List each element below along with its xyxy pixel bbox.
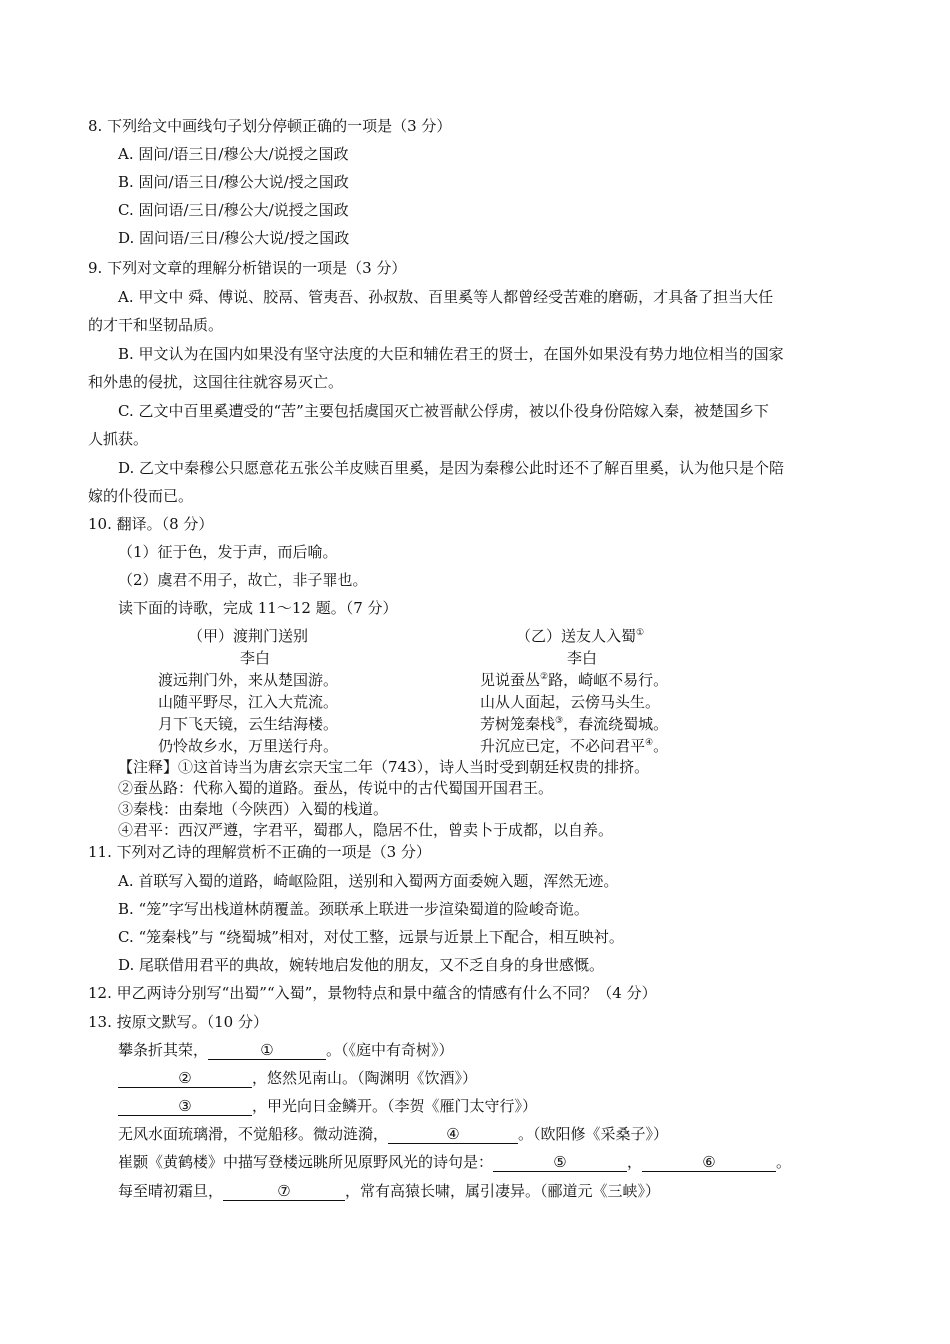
answer-blank-5[interactable]: ⑤ [493,1153,627,1172]
footnote-marker: ④ [645,738,654,748]
q9-option-b-line2: 和外患的侵扰，这国往往就容易灭亡。 [88,373,344,391]
q8-stem: 8. 下列给文中画线句子划分停顿正确的一项是（3 分） [88,117,452,135]
note-1: 【注释】①这首诗当为唐玄宗天宝二年（743），诗人当时受到朝廷权贵的排挤。 [118,758,650,776]
q11-stem: 11. 下列对乙诗的理解赏析不正确的一项是（3 分） [88,843,431,861]
q13-stem: 13. 按原文默写。（10 分） [88,1013,268,1031]
poem-a-line-3: 月下飞天镜，云生结海楼。 [158,715,339,733]
poem-intro: 读下面的诗歌，完成 11～12 题。（7 分） [118,599,398,617]
q8-option-c: C. 固问语/三日/穆公大/说授之国政 [118,201,349,219]
answer-blank-7[interactable]: ⑦ [223,1182,345,1201]
note-4: ④君平：西汉严遵，字君平，蜀郡人，隐居不仕，曾卖卜于成都，以自养。 [118,821,614,839]
q9-option-c-line2: 人抓获。 [88,430,149,448]
q9-option-c-line1: C. 乙文中百里奚遭受的“苦”主要包括虞国灭亡被晋献公俘虏，被以仆役身份陪嫁入秦，被楚国乡下 [118,402,769,420]
note-2: ②蚕丛路：代称入蜀的道路。蚕丛，传说中的古代蜀国开国君王。 [118,779,554,797]
q9-option-a-line2: 的才干和坚韧品质。 [88,316,224,334]
poem-b-title: （乙）送友人入蜀① [516,627,645,645]
q9-option-d-line2: 嫁的仆役而已。 [88,487,194,505]
answer-blank-1[interactable]: ① [208,1041,326,1060]
poem-b-line-2: 山从人面起，云傍马头生。 [480,693,661,711]
q11-option-a: A. 首联写入蜀的道路，崎岖险阻，送别和入蜀两方面委婉入题，浑然无迹。 [118,872,619,890]
q9-option-b-line1: B. 甲文认为在国内如果没有坚守法度的大臣和辅佐君王的贤士，在国外如果没有势力地位相当的国家 [118,345,784,363]
footnote-marker: ② [540,672,549,682]
poem-b-line-3: 芳树笼秦栈③，春流绕蜀城。 [480,715,669,733]
poem-b-line-1: 见说蚕丛②路，崎岖不易行。 [480,671,669,689]
poem-a-title: （甲）渡荆门送别 [188,627,309,645]
q9-option-d-line1: D. 乙文中秦穆公只愿意花五张公羊皮赎百里奚，是因为秦穆公此时还不了解百里奚，认为他只是个陪 [118,459,785,477]
q11-option-c: C. “笼秦栈”与 “绕蜀城”相对，对仗工整，远景与近景上下配合，相互映衬。 [118,928,624,946]
q12-stem: 12. 甲乙两诗分别写“出蜀”“入蜀”，景物特点和景中蕴含的情感有什么不同？（4 分） [88,984,657,1002]
answer-blank-2[interactable]: ② [118,1069,252,1088]
answer-blank-6[interactable]: ⑥ [642,1153,776,1172]
q13-line-6: 每至晴初霜旦， ⑦ ，常有高猿长啸，属引凄异。（郦道元《三峡》） [118,1182,661,1200]
footnote-marker: ① [636,628,645,638]
q13-line-3: ③ ，甲光向日金鳞开。（李贺《雁门太守行》） [118,1096,537,1116]
answer-blank-3[interactable]: ③ [118,1097,252,1116]
q8-option-a: A. 固问/语三日/穆公大/说授之国政 [118,145,349,163]
poem-b-line-4: 升沉应已定，不必问君平④。 [480,737,669,755]
poem-a-line-2: 山随平野尽，江入大荒流。 [158,693,339,711]
q13-line-4: 无风水面琉璃滑，不觉船移。微动涟漪， ④ 。（欧阳修《采桑子》） [118,1125,669,1143]
poem-b-author: 李白 [567,649,598,667]
q9-stem: 9. 下列对文章的理解分析错误的一项是（3 分） [88,259,407,277]
q13-line-2: ② ，悠然见南山。（陶渊明《饮酒》） [118,1068,477,1088]
poem-a-line-1: 渡远荆门外，来从楚国游。 [158,671,339,689]
q10-stem: 10. 翻译。（8 分） [88,515,214,533]
answer-blank-4[interactable]: ④ [388,1125,518,1144]
q13-line-1: 攀条折其荣， ① 。（《庭中有奇树》） [118,1041,454,1059]
q9-option-a-line1: A. 甲文中 舜、傅说、胶鬲、管夷吾、孙叔敖、百里奚等人都曾经受苦难的磨砺，才具备了担当大任 [118,288,774,306]
q10-item-2: （2）虞君不用子，故亡，非子罪也。 [118,571,368,589]
q10-item-1: （1）征于色，发于声，而后喻。 [118,543,338,561]
footnote-marker: ③ [555,716,564,726]
note-3: ③秦栈：由秦地（今陕西）入蜀的栈道。 [118,800,389,818]
q11-option-b: B. “笼”字写出栈道林荫覆盖。颈联承上联进一步渲染蜀道的险峻奇诡。 [118,900,589,918]
poem-a-line-4: 仍怜故乡水，万里送行舟。 [158,737,339,755]
poem-a-author: 李白 [240,649,271,667]
q8-option-b: B. 固问/语三日/穆公大说/授之国政 [118,173,349,191]
q11-option-d: D. 尾联借用君平的典故，婉转地启发他的朋友，又不乏自身的身世感慨。 [118,956,605,974]
q13-line-5: 崔颢《黄鹤楼》中描写登楼远眺所见原野风光的诗句是： ⑤ ， ⑥ 。 [118,1153,792,1171]
q8-option-d: D. 固问语/三日/穆公大说/授之国政 [118,229,350,247]
